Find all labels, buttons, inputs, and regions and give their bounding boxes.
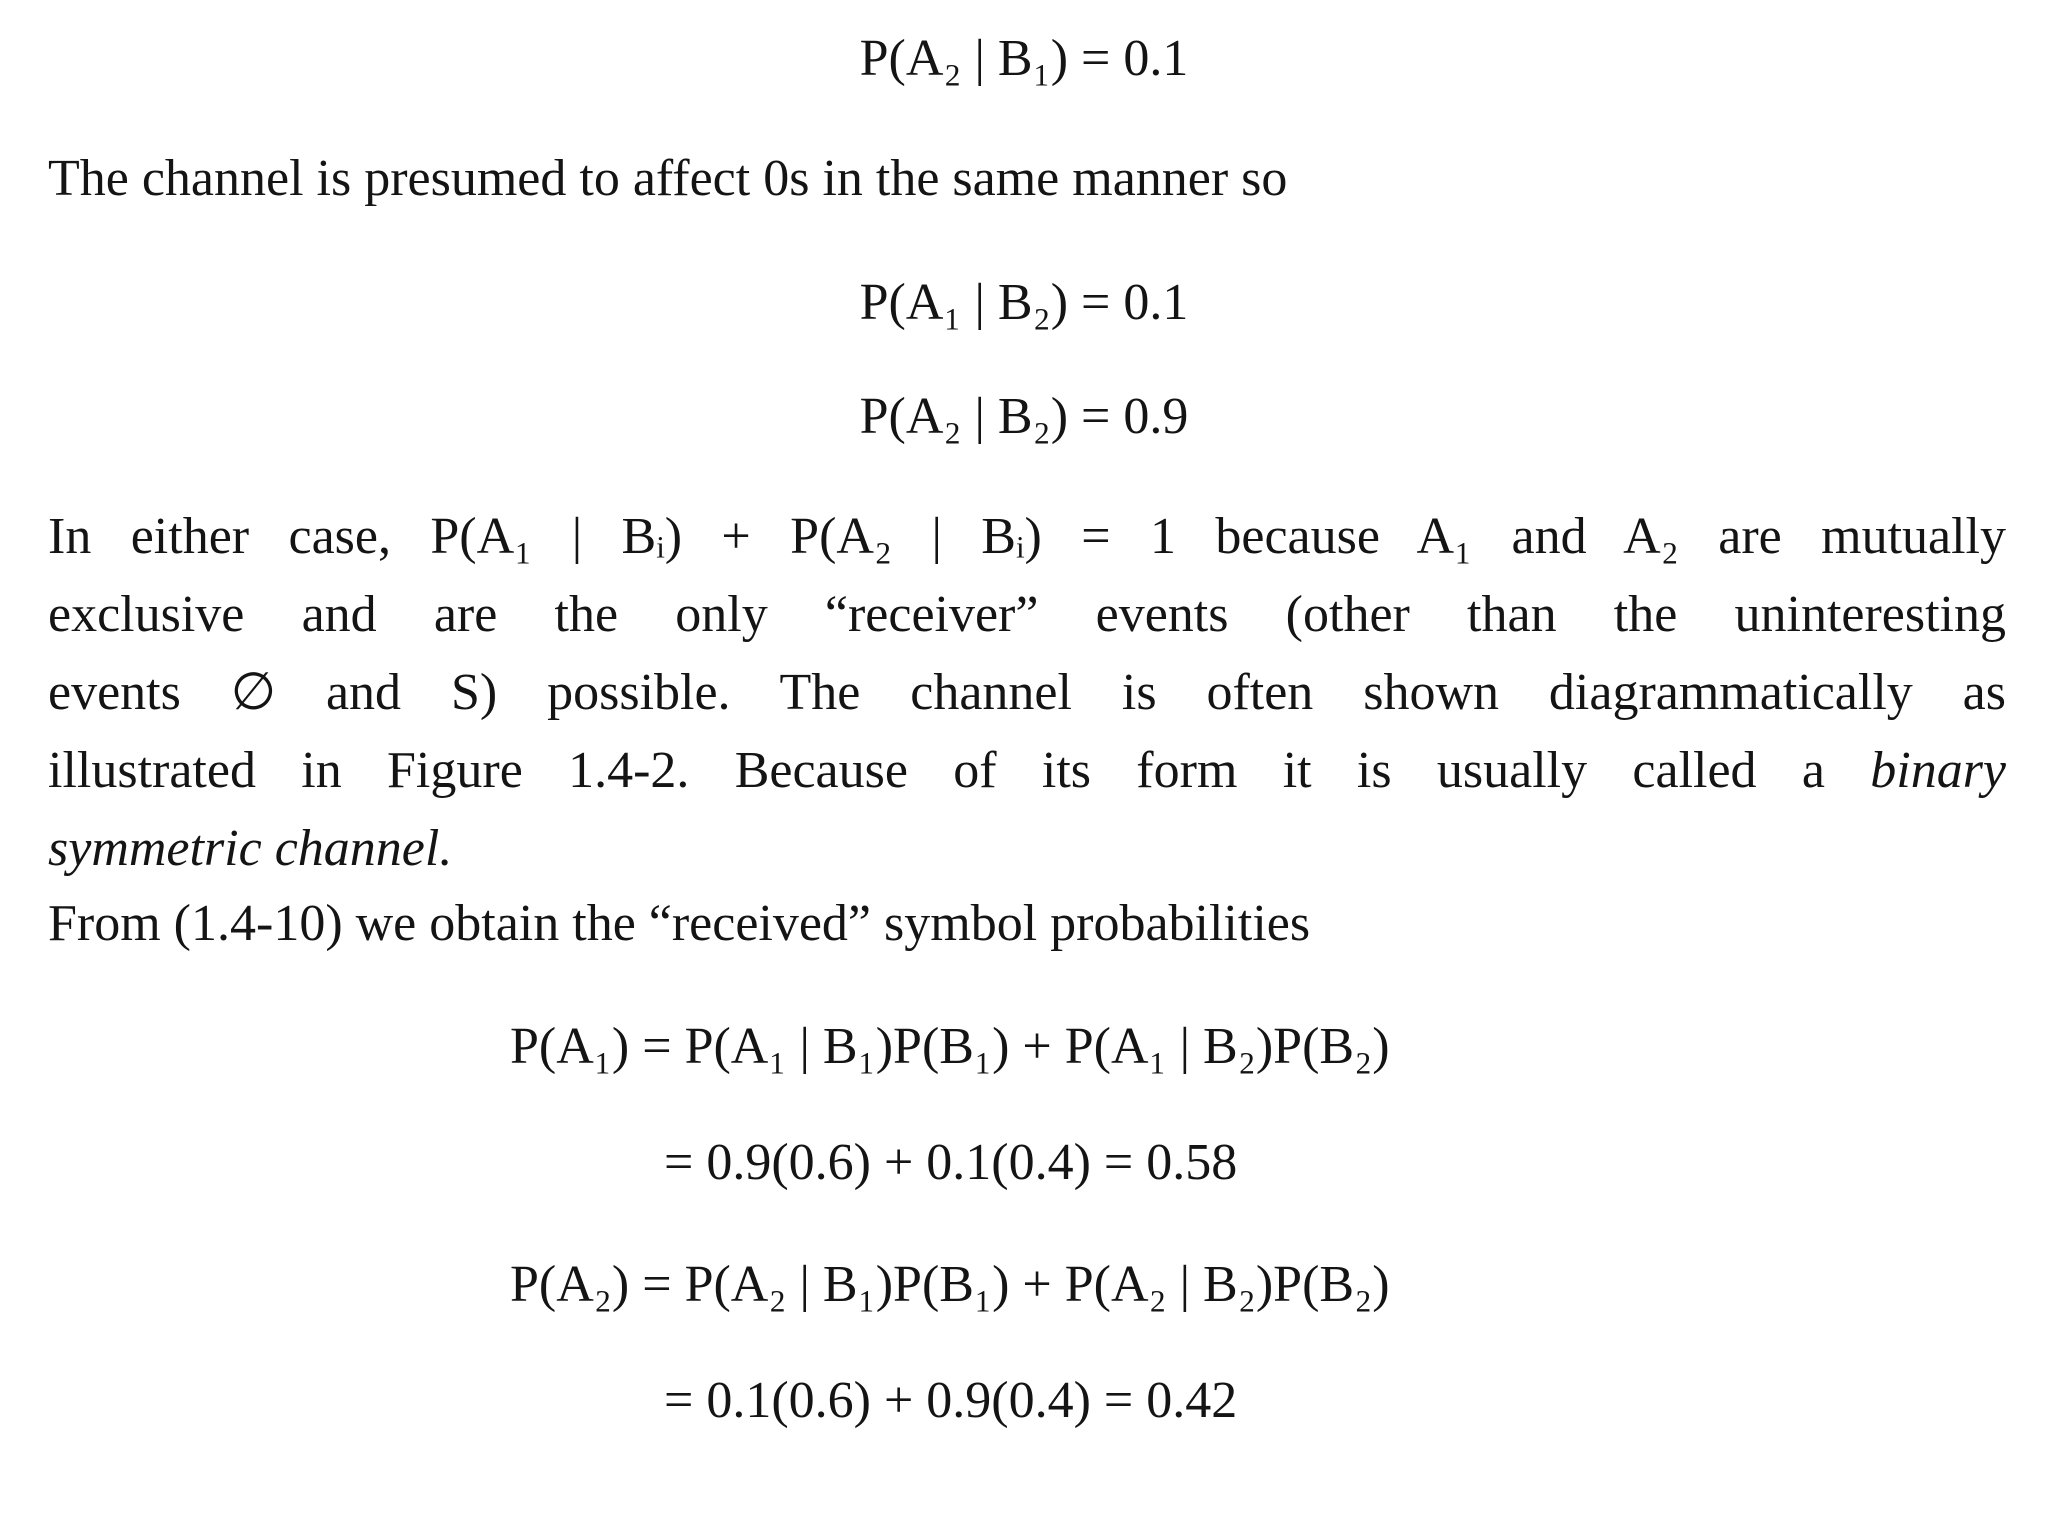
p-a1-lhs: P(A₁) = [510,1018,685,1075]
from-sentence: From (1.4-10) we obtain the “received” symbol probabilities [48,895,1311,952]
equation-p-a2 [510,1254,1390,1316]
paragraph-line-2: exclusive and are the only “receiver” events (other than the uninteresting [48,586,2006,643]
p-a1-rhs: P(A₁ | B₁)P(B₁) + P(A₁ | B₂)P(B₂) [684,1018,1390,1075]
italic-term-symmetric-channel: symmetric channel. [48,820,453,877]
paragraph-line-3: events ∅ and S) possible. The channel is often shown diagrammatically as [48,664,2006,721]
equation-p-a1-calculation: = 0.9(0.6) + 0.1(0.4) = 0.58 [664,1134,1238,1191]
equation-p-a2-given-b1: P(A₂ | B₁) = 0.1 [859,30,1189,87]
equation-p-a1 [510,1016,1390,1078]
paragraph-line-4-text: illustrated in Figure 1.4-2. Because of its form it is usually called a [48,742,1825,799]
equation-p-a2-calculation: = 0.1(0.6) + 0.9(0.4) = 0.42 [664,1372,1238,1429]
p-a2-rhs: P(A₂ | B₁)P(B₁) + P(A₂ | B₂)P(B₂) [684,1256,1390,1313]
channel-sentence: The channel is presumed to affect 0s in the same manner so [48,150,1288,207]
equation-p-a1-given-b2: P(A₁ | B₂) = 0.1 [859,274,1189,331]
explanation-paragraph [48,498,2006,888]
italic-term-binary: binary [1870,742,2007,799]
p-a2-lhs: P(A₂) = [510,1256,685,1313]
paragraph-line-1: In either case, P(A₁ | Bᵢ) + P(A₂ | Bᵢ) = 1 because A₁ and A₂ are mutually [48,508,2006,565]
paragraph-line-4 [48,732,2006,810]
equation-p-a2-given-b2: P(A₂ | B₂) = 0.9 [859,388,1189,445]
